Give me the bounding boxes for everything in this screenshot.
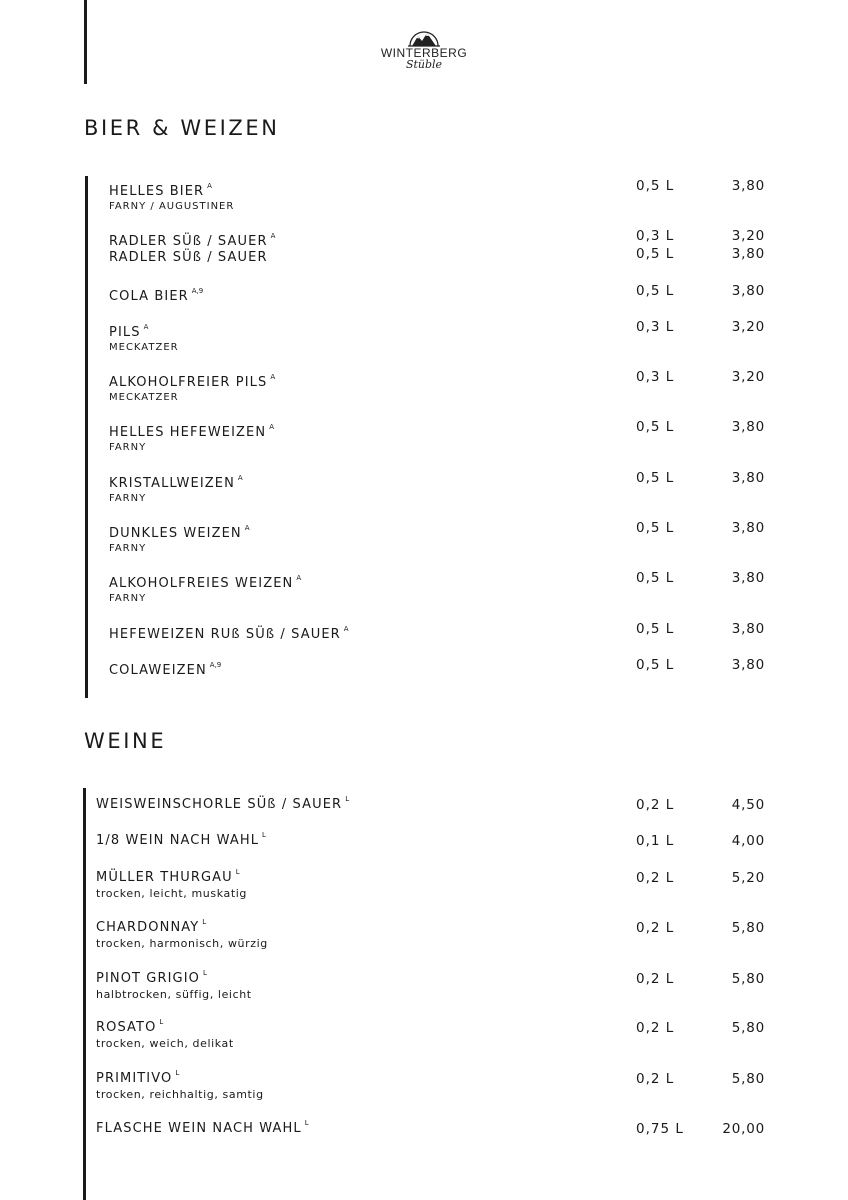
section-title-weine: WEINE xyxy=(84,729,167,753)
section-title-bier: BIER & WEIZEN xyxy=(84,116,280,140)
item-name: COLA BIER $^{A,9}$ xyxy=(109,287,204,304)
item-price: 3,80 xyxy=(731,621,765,637)
item-price: 3,80 xyxy=(731,419,765,435)
allergen-code: A xyxy=(343,625,349,633)
item-brewery: FARNY xyxy=(109,442,147,453)
allergen-code: A xyxy=(244,524,250,532)
item-brewery: FARNY / AUGUSTINER xyxy=(109,201,235,212)
item-description: trocken, weich, delikat xyxy=(96,1037,234,1050)
item-price: 3,80 xyxy=(731,178,765,194)
item-brewery: FARNY xyxy=(109,493,147,504)
menu-item-kristallweizen xyxy=(109,470,789,514)
item-size: 0,2 L xyxy=(636,971,675,987)
item-name: WEISWEINSCHORLE SÜß / SAUER $^L$ xyxy=(96,795,350,812)
allergen-code: A,9 xyxy=(209,661,222,669)
item-price-second: 3,80 xyxy=(731,246,765,262)
item-size: 0,5 L xyxy=(636,621,675,637)
item-size: 0,3 L xyxy=(636,228,675,244)
item-size: 0,3 L xyxy=(636,319,675,335)
item-description: trocken, reichhaltig, samtig xyxy=(96,1088,264,1101)
item-price: 3,80 xyxy=(731,657,765,673)
item-name: FLASCHE WEIN NACH WAHL $^L$ xyxy=(96,1119,309,1136)
item-size: 0,5 L xyxy=(636,283,675,299)
item-size: 0,5 L xyxy=(636,657,675,673)
item-size: 0,5 L xyxy=(636,520,675,536)
menu-item-colaweizen xyxy=(109,657,789,701)
item-size: 0,5 L xyxy=(636,178,675,194)
item-size: 0,1 L xyxy=(636,833,675,849)
mountain-logo-icon xyxy=(406,24,442,48)
allergen-code: L xyxy=(202,969,207,977)
item-size: 0,2 L xyxy=(636,1071,675,1087)
item-name: ALKOHOLFREIES WEIZEN $^A$ xyxy=(109,574,302,591)
item-price: 3,80 xyxy=(731,283,765,299)
allergen-code: L xyxy=(175,1069,180,1077)
item-name: KRISTALLWEIZEN $^A$ xyxy=(109,474,243,491)
menu-item-pinot-grigio xyxy=(96,965,789,1009)
allergen-code: L xyxy=(345,795,350,803)
menu-item-mueller-thurgau xyxy=(96,864,789,908)
menu-item-dunkles-weizen xyxy=(109,520,789,564)
item-size: 0,5 L xyxy=(636,419,675,435)
item-brewery: FARNY xyxy=(109,593,147,604)
item-price: 3,80 xyxy=(731,520,765,536)
allergen-code: L xyxy=(159,1018,164,1026)
section-bar-weine xyxy=(83,788,86,1200)
item-description: halbtrocken, süffig, leicht xyxy=(96,988,252,1001)
logo-script: Stüble xyxy=(405,58,443,71)
allergen-code: L xyxy=(262,831,266,839)
item-name: RADLER SÜß / SAUER $^A$ xyxy=(109,232,276,249)
item-size: 0,5 L xyxy=(636,470,675,486)
menu-item-chardonnay xyxy=(96,914,789,958)
item-price: 5,80 xyxy=(731,920,765,936)
item-size: 0,3 L xyxy=(636,369,675,385)
allergen-code: L xyxy=(235,868,240,876)
item-price: 3,20 xyxy=(731,369,765,385)
item-description: trocken, leicht, muskatig xyxy=(96,887,247,900)
item-name: HELLES HEFEWEIZEN $^A$ xyxy=(109,423,274,440)
menu-item-alkoholfreier-pils xyxy=(109,369,789,413)
menu-item-primitivo xyxy=(96,1065,789,1109)
item-price: 3,20 xyxy=(731,319,765,335)
allergen-code: A xyxy=(207,182,212,190)
item-description: trocken, harmonisch, würzig xyxy=(96,937,268,950)
menu-item-rosato xyxy=(96,1014,789,1058)
item-price: 5,20 xyxy=(731,870,765,886)
item-size: 0,2 L xyxy=(636,797,675,813)
allergen-code: A xyxy=(269,423,274,431)
item-brewery: MECKATZER xyxy=(109,392,179,403)
allergen-code: A xyxy=(237,474,243,482)
item-name: HEFEWEIZEN RUß SÜß / SAUER $^A$ xyxy=(109,625,349,642)
allergen-code: A xyxy=(143,323,149,331)
allergen-code: L xyxy=(304,1119,309,1127)
item-price: 3,80 xyxy=(731,470,765,486)
item-name: PILS $^A$ xyxy=(109,323,149,340)
item-brewery: FARNY xyxy=(109,543,147,554)
menu-item-radler xyxy=(109,228,789,272)
section-bar-bier xyxy=(85,176,88,698)
logo xyxy=(366,24,482,76)
menu-item-helles-hefeweizen xyxy=(109,419,789,463)
item-brewery: MECKATZER xyxy=(109,342,179,353)
item-name: COLAWEIZEN $^{A,9}$ xyxy=(109,661,222,678)
menu-item-helles-bier xyxy=(109,178,789,222)
item-size: 0,2 L xyxy=(636,1020,675,1036)
allergen-code: A xyxy=(296,574,302,582)
item-size: 0,2 L xyxy=(636,920,675,936)
top-vertical-rule xyxy=(84,0,87,84)
allergen-code: L xyxy=(202,918,207,926)
menu-item-alkoholfreies-weizen xyxy=(109,570,789,614)
item-size: 0,75 L xyxy=(636,1121,684,1137)
menu-item-pils xyxy=(109,319,789,363)
item-name: ALKOHOLFREIER PILS $^A$ xyxy=(109,373,276,390)
allergen-code: A xyxy=(270,373,276,381)
item-price: 5,80 xyxy=(731,1071,765,1087)
item-size: 0,2 L xyxy=(636,870,675,886)
item-name: PINOT GRIGIO $^L$ xyxy=(96,969,207,986)
item-price: 5,80 xyxy=(731,971,765,987)
item-price: 20,00 xyxy=(722,1121,765,1137)
logo-wordmark: WINTERBERG xyxy=(380,46,468,60)
item-price: 5,80 xyxy=(731,1020,765,1036)
item-name: HELLES BIER $^A$ xyxy=(109,182,212,199)
item-name: ROSATO $^L$ xyxy=(96,1018,164,1035)
item-name-second: RADLER SÜß / SAUER xyxy=(109,250,268,265)
item-name: DUNKLES WEIZEN $^A$ xyxy=(109,524,250,541)
item-size-second: 0,5 L xyxy=(636,246,675,262)
item-name: MÜLLER THURGAU $^L$ xyxy=(96,868,240,885)
item-price: 3,80 xyxy=(731,570,765,586)
item-name: 1/8 WEIN NACH WAHL $^L$ xyxy=(96,831,266,848)
menu-item-flasche-wein xyxy=(96,1115,789,1159)
item-price: 4,00 xyxy=(731,833,765,849)
allergen-code: A xyxy=(270,232,276,240)
item-size: 0,5 L xyxy=(636,570,675,586)
item-name: PRIMITIVO $^L$ xyxy=(96,1069,180,1086)
item-price: 4,50 xyxy=(731,797,765,813)
item-name: CHARDONNAY $^L$ xyxy=(96,918,207,935)
allergen-code: A,9 xyxy=(191,287,204,295)
item-price: 3,20 xyxy=(731,228,765,244)
